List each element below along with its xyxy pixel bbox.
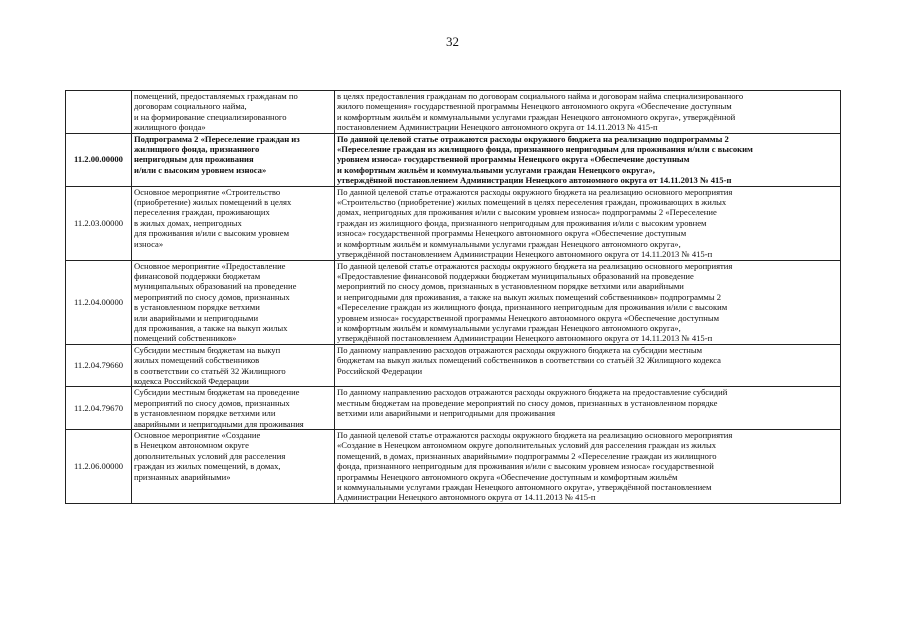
row-name-line: признанных аварийными» xyxy=(134,471,231,482)
row-description xyxy=(335,344,841,387)
row-description-line: По данному направлению расходов отражаются расходы окружного бюджета на субсидии местным xyxy=(337,344,703,355)
table-row xyxy=(66,344,841,387)
row-name xyxy=(132,430,335,504)
row-description-line: «Создание в Ненецком автономном округе дополнительных условий для расселения граждан из жилых xyxy=(337,440,717,451)
table-row xyxy=(66,387,841,430)
row-name-line: и на формирование специализированного xyxy=(134,111,287,122)
row-description-line: «Переселение граждан из жилищного фонда, признанного непригодным для проживания и/или с высоким xyxy=(337,302,728,313)
row-name-line: переселения граждан, проживающих xyxy=(134,207,270,218)
row-name-line: Основное мероприятие «Создание xyxy=(134,430,261,440)
table-row xyxy=(66,260,841,344)
row-name-line: Подпрограмма 2 «Переселение граждан из xyxy=(134,133,300,144)
row-name-line: дополнительных условий для расселения xyxy=(134,450,286,461)
row-name-line: для проживания и/или с высоким уровнем xyxy=(134,228,290,239)
row-description-line: и непригодными для проживания, а также на выкуп жилых помещений собственников» подпрограммы 2 xyxy=(337,291,722,302)
row-description-line: «Предоставление финансовой поддержки бюджетам муниципальных образований на проведение xyxy=(337,270,694,281)
row-description xyxy=(335,430,841,504)
row-description-line: жилого помещения» государственной программы Ненецкого автономного округа «Обеспечение доступным xyxy=(337,101,732,112)
row-code: 11.2.04.79670 xyxy=(66,387,132,430)
row-name-line: Субсидии местным бюджетам на выкуп xyxy=(134,344,281,355)
row-name-line: договорам социального найма, xyxy=(134,101,247,112)
row-description-line: в целях предоставления гражданам по договорам социального найма и договорам найма специализированного xyxy=(337,91,744,101)
row-name xyxy=(132,387,335,430)
row-name-line: Основное мероприятие «Предоставление xyxy=(134,260,286,271)
page-number: 32 xyxy=(446,34,459,49)
table-row xyxy=(66,133,841,186)
row-name-line: в установленном порядке ветхими xyxy=(134,302,260,313)
row-name-line: помещений, предоставляемых гражданам по xyxy=(134,91,298,101)
row-description xyxy=(335,91,841,134)
row-description-line: фонда, признанного непригодным для проживания и/или с высоким уровнем износа» государственной xyxy=(337,461,714,472)
row-code xyxy=(66,91,132,134)
row-name-line: жилищного фонда» xyxy=(134,122,206,133)
row-description-line: и коммунальными услугами граждан Ненецкого автономного округа», утверждённой постановлением xyxy=(337,482,712,493)
table-row xyxy=(66,186,841,260)
row-name xyxy=(132,344,335,387)
row-code: 11.2.00.00000 xyxy=(66,133,132,186)
row-name-line: мероприятий по сносу домов, признанных xyxy=(134,291,290,302)
row-description-line: утверждённой постановлением Администрации Ненецкого автономного округа от 14.11.2013 № 415-п xyxy=(337,175,732,186)
row-name-line: кодекса Российской Федерации xyxy=(134,375,249,386)
row-description xyxy=(335,133,841,186)
budget-classification-table xyxy=(65,90,841,504)
row-description-line: помещений, в домах, признанных аварийными» подпрограммы 2 «Переселение граждан из жилищного xyxy=(337,450,717,461)
row-name-line: финансовой поддержки бюджетам xyxy=(134,270,261,281)
row-description-line: и комфортным жильём и коммунальными услугами граждан Ненецкого автономного округа», xyxy=(337,322,681,333)
row-name xyxy=(132,260,335,344)
row-name-line: Субсидии местным бюджетам на проведение xyxy=(134,387,300,398)
row-description-line: утверждённой постановлением Администрации Ненецкого автономного округа от 14.11.2013 № 415-п xyxy=(337,333,713,344)
row-name-line: граждан из жилых помещений, в домах, xyxy=(134,461,281,472)
row-name-line: в установленном порядке ветхими или xyxy=(134,408,276,419)
row-name-line: или аварийными и непригодными xyxy=(134,312,259,323)
row-description-line: местным бюджетам на проведение мероприятий по сносу домов, признанных в установленном порядке xyxy=(337,397,718,408)
row-name-line: непригодным для проживания xyxy=(134,154,254,165)
row-name xyxy=(132,186,335,260)
row-name-line: Основное мероприятие «Строительство xyxy=(134,186,281,197)
row-code: 11.2.03.00000 xyxy=(66,186,132,260)
row-name-line: жилых помещений собственников xyxy=(134,355,260,366)
row-name-line: и/или с высоким уровнем износа» xyxy=(134,164,267,175)
row-name-line: жилищного фонда, признанного xyxy=(134,144,260,155)
row-code: 11.2.06.00000 xyxy=(66,430,132,504)
table-row xyxy=(66,91,841,134)
row-description xyxy=(335,186,841,260)
row-name-line: мероприятий по сносу домов, признанных xyxy=(134,397,290,408)
table-row xyxy=(66,430,841,504)
row-description-line: мероприятий по сносу домов, признанных в установленном порядке ветхими или аварийными xyxy=(337,281,684,292)
row-code: 11.2.04.00000 xyxy=(66,260,132,344)
row-description-line: граждан из жилищного фонда, признанного непригодным для проживания и/или с высоким уровнем xyxy=(337,217,707,228)
row-name-line: помещений собственников» xyxy=(134,333,237,344)
row-name xyxy=(132,133,335,186)
row-name-line: в жилых домах, непригодных xyxy=(134,217,242,228)
row-description-line: По данной целевой статье отражаются расходы окружного бюджета на реализацию основного мероприятия xyxy=(337,430,733,440)
row-description-line: постановлением Администрации Ненецкого автономного округа от 14.11.2013 № 415-п xyxy=(337,122,658,133)
row-description xyxy=(335,387,841,430)
row-code: 11.2.04.79660 xyxy=(66,344,132,387)
row-description-line: «Строительство (приобретение) жилых помещений в целях переселения граждан, проживающих в жилых xyxy=(337,197,727,208)
row-description-line: По данному направлению расходов отражаются расходы окружного бюджета на предоставление субсидий xyxy=(337,387,728,398)
row-description-line: и комфортным жильём и коммунальными услугами граждан Ненецкого автономного округа», xyxy=(337,238,681,249)
row-description-line: Российской Федерации xyxy=(337,365,423,376)
row-description-line: утверждённой постановлением Администрации Ненецкого автономного округа от 14.11.2013 № 415-п xyxy=(337,249,713,260)
row-description-line: По данной целевой статье отражаются расходы окружного бюджета на реализацию основного мероприятия xyxy=(337,260,733,271)
row-name-line: аварийными и непригодными для проживания xyxy=(134,418,304,429)
row-description-line: Администрации Ненецкого автономного округа от 14.11.2013 № 415-п xyxy=(337,492,596,503)
row-description-line: уровнем износа» государственной программы Ненецкого округа «Обеспечение доступным xyxy=(337,154,690,165)
row-name-line: муниципальных образований на проведение xyxy=(134,281,297,292)
row-description-line: По данной целевой статье отражаются расходы окружного бюджета на реализацию подпрограммы 2 xyxy=(337,133,729,144)
row-description-line: и комфортным жильём и коммунальными услугами граждан Ненецкого округа», xyxy=(337,164,655,175)
row-description xyxy=(335,260,841,344)
row-name-line: в Ненецком автономном округе xyxy=(134,440,249,451)
row-description-line: износа» государственной программы Ненецкого автономного округа «Обеспечение доступным xyxy=(337,228,687,239)
row-name-line: для проживания, а также на выкуп жилых xyxy=(134,322,288,333)
row-name-line: износа» xyxy=(134,238,164,249)
row-description-line: и комфортным жильём и коммунальными услугами граждан Ненецкого автономного округа», утверждённой xyxy=(337,111,736,122)
row-description-line: бюджетам на выкуп жилых помещений собственников в соответствии со статьёй 32 Жилищного кодекса xyxy=(337,355,721,366)
row-name-line: в соответствии со статьёй 32 Жилищного xyxy=(134,365,286,376)
row-description-line: уровнем износа» государственной программы Ненецкого автономного округа «Обеспечение доступным xyxy=(337,312,720,323)
row-name xyxy=(132,91,335,134)
row-description-line: программы Ненецкого автономного округа «Обеспечение доступным и комфортным жильём xyxy=(337,471,678,482)
table-body xyxy=(66,91,841,504)
row-description-line: домах, непригодных для проживания и/или с высоким уровнем износа» подпрограммы 2 «Переселение xyxy=(337,207,717,218)
row-description-line: По данной целевой статье отражаются расходы окружного бюджета на реализацию основного мероприятия xyxy=(337,186,733,197)
row-description-line: «Переселение граждан из жилищного фонда, признанного непригодным для проживания и/или с высоким xyxy=(337,144,753,155)
row-description-line: ветхими или аварийными и непригодными для проживания xyxy=(337,408,556,419)
row-name-line: (приобретение) жилых помещений в целях xyxy=(134,197,292,208)
